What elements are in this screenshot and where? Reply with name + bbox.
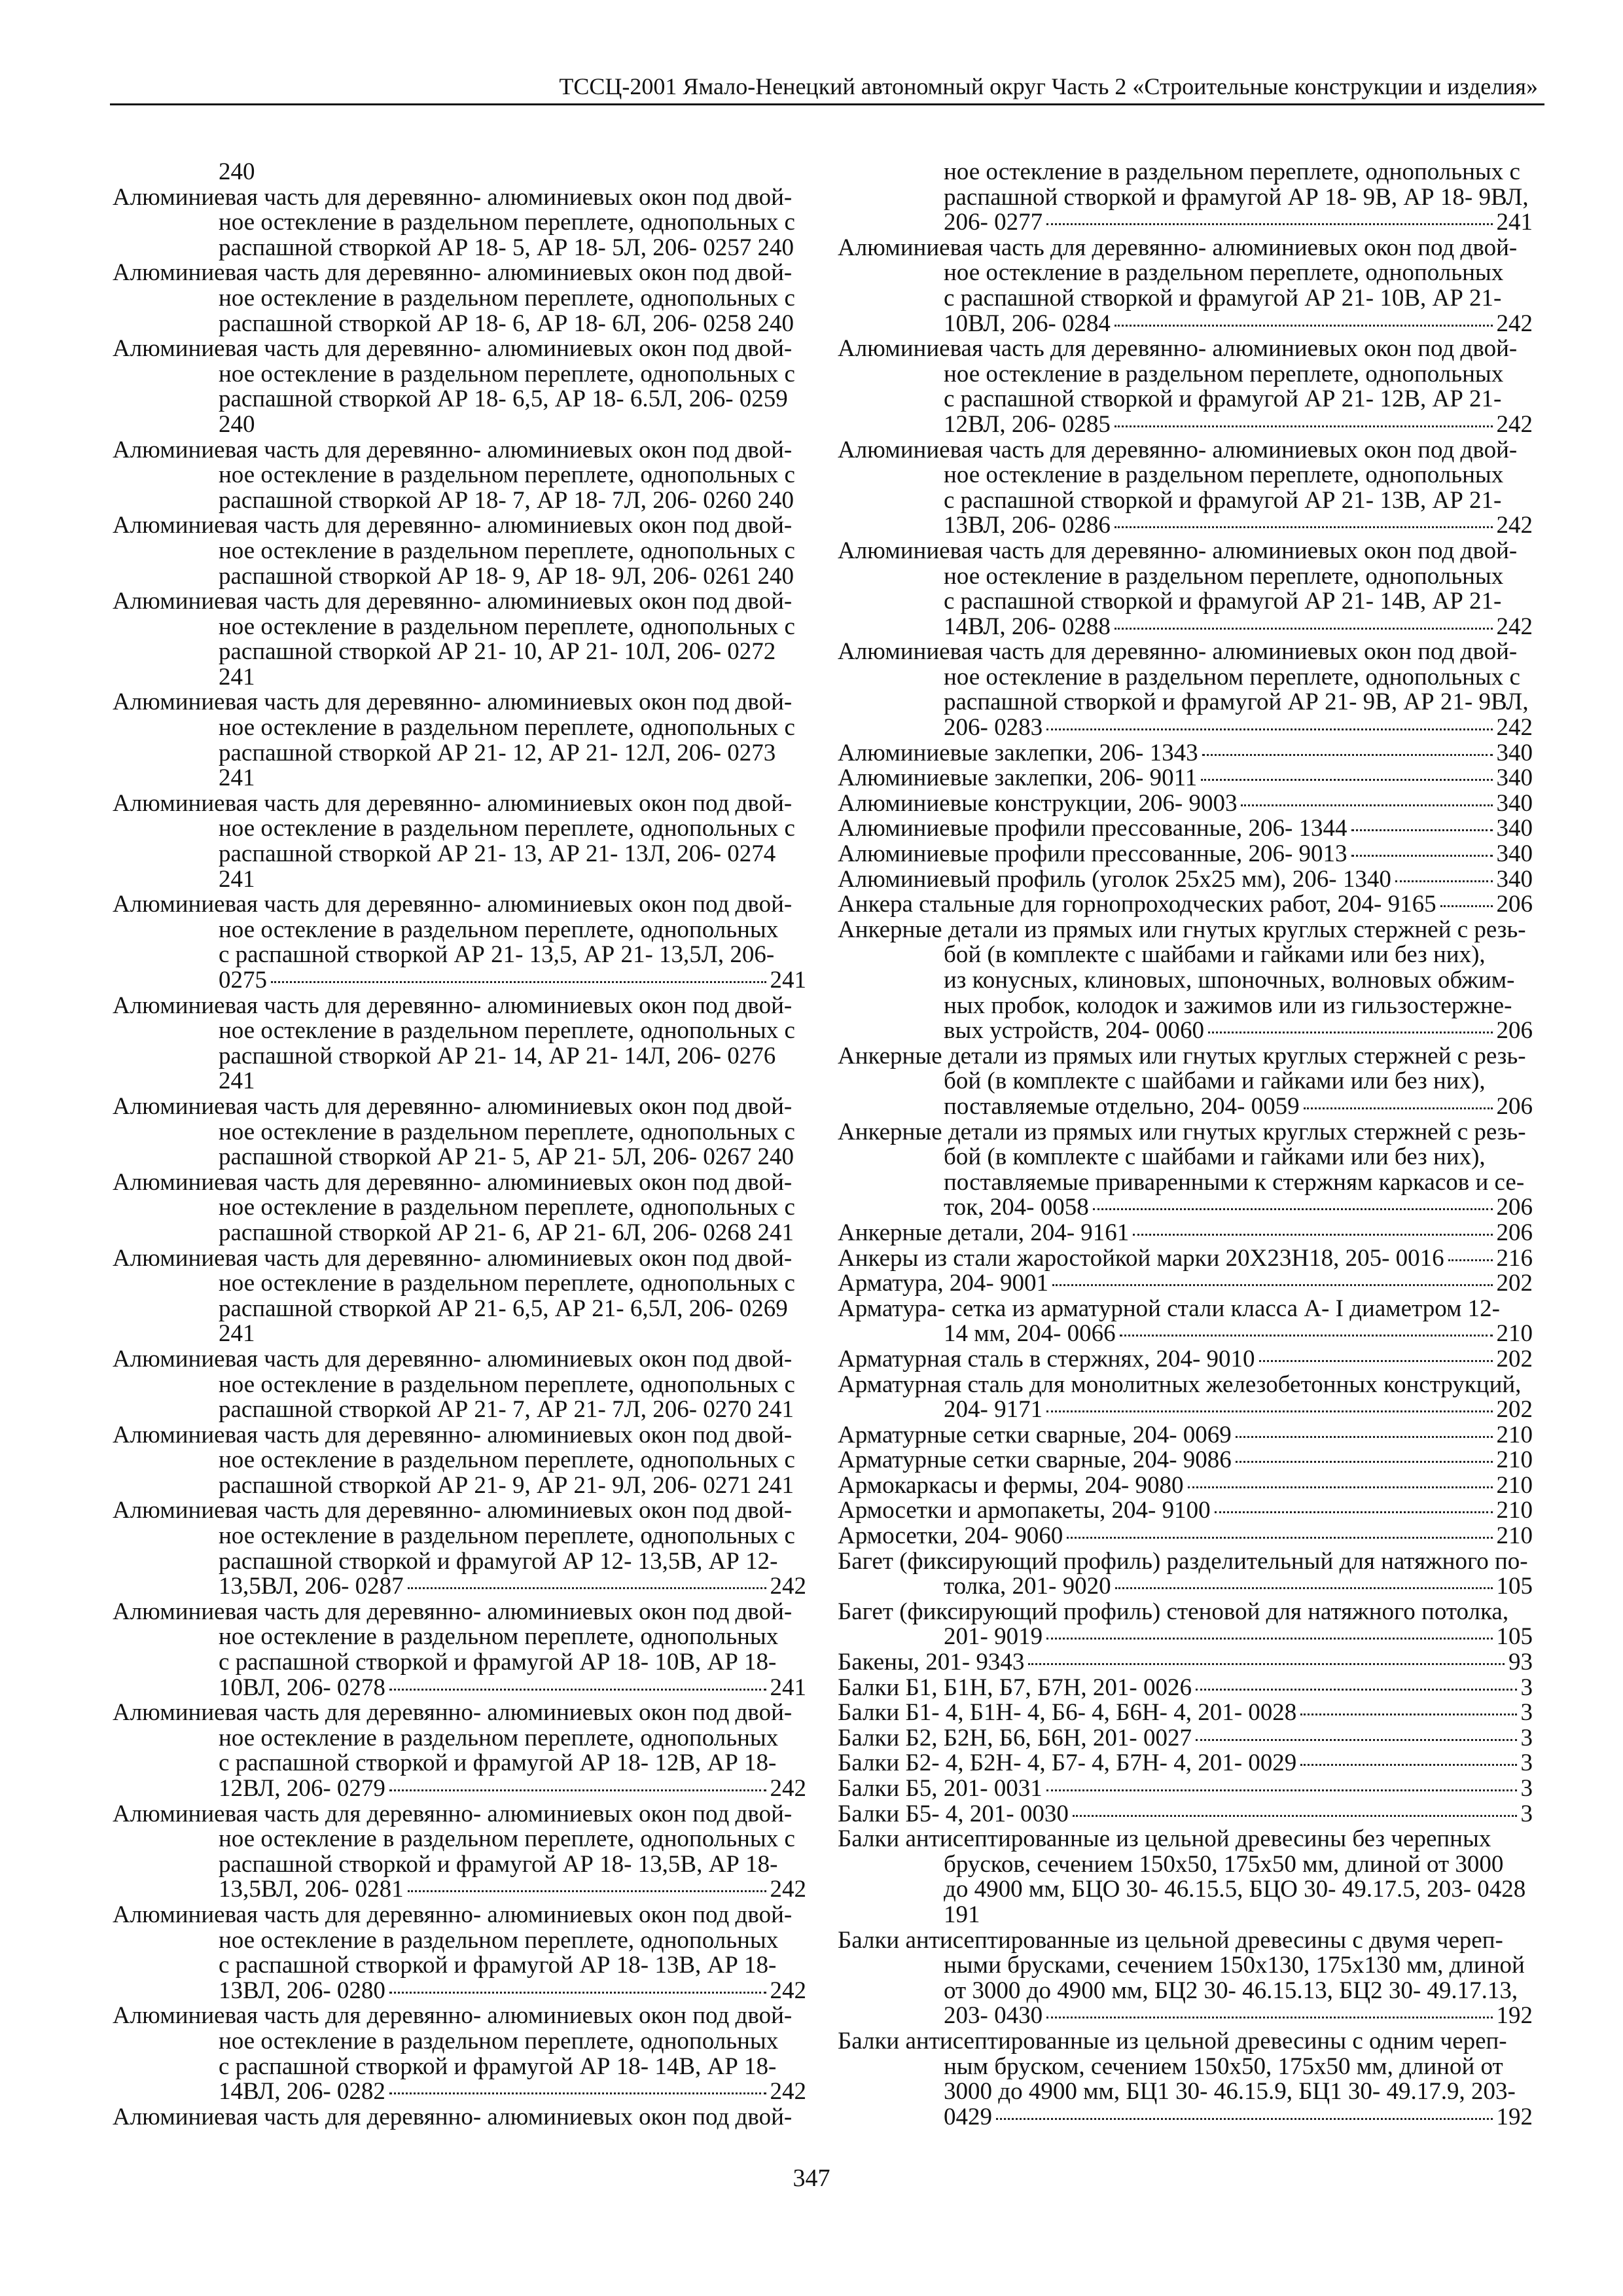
index-entry-continuation: ное остекление в раздельном переплете, однопольных с (219, 1372, 795, 1398)
entry-page-ref: 242 (1496, 614, 1533, 640)
entry-page-ref: 242 (770, 1574, 806, 1600)
entry-text: 12ВЛ, 206- 0285 (944, 412, 1111, 438)
index-entry-continuation: распашной створкой АР 18- 7, АР 18- 7Л, 206- 0260 240 (219, 488, 794, 514)
index-entry-continuation: распашной створкой и фрамугой АР 12- 13,5В, АР 12- (219, 1549, 778, 1575)
index-entry-heading: Алюминиевая часть для деревянно- алюминиевых окон под двой- (113, 336, 793, 362)
entry-page-ref: 340 (1496, 842, 1533, 867)
dot-leader (1046, 1410, 1492, 1412)
index-entry-continuation: 191 (944, 1902, 980, 1928)
index-entry-line (838, 210, 1533, 236)
entry-page-ref: 3 (1520, 1675, 1533, 1701)
index-entry-continuation: брусков, сечением 150х50, 175х50 мм, длиной от 3000 (944, 1852, 1504, 1878)
index-entry-continuation: ными брусками, сечением 150х130, 175х130 мм, длиной (944, 1953, 1525, 1979)
index-entry-line (113, 968, 806, 994)
dot-leader (1073, 1814, 1517, 1817)
entry-page-ref: 202 (1496, 1346, 1533, 1372)
index-entry-heading: Алюминиевая часть для деревянно- алюминиевых окон под двой- (113, 791, 793, 817)
dot-leader (1300, 1763, 1516, 1766)
index-entry-line (838, 1195, 1533, 1221)
entry-page-ref: 242 (1496, 513, 1533, 539)
index-entry-line (838, 1776, 1533, 1802)
dot-leader (1202, 753, 1493, 756)
index-entry-line (838, 412, 1533, 438)
index-entry-line (838, 615, 1533, 640)
index-entry-continuation: распашной створкой АР 21- 10, АР 21- 10Л, 206- 0272 (219, 639, 776, 665)
index-entry-line (838, 816, 1533, 842)
index-entry-heading: Алюминиевая часть для деревянно- алюминиевых окон под двой- (113, 589, 793, 615)
index-entry-line (838, 1423, 1533, 1448)
index-entry-continuation: ное остекление в раздельном переплете, однопольных (944, 260, 1504, 286)
entry-text: 203- 0430 (944, 2003, 1043, 2029)
index-entry-continuation: ное остекление в раздельном переплете, однопольных с (219, 1018, 795, 1044)
dot-leader (1395, 880, 1493, 882)
dot-leader (1208, 1031, 1492, 1033)
dot-leader (1188, 1486, 1493, 1488)
index-entry-continuation: ное остекление в раздельном переплете, однопольных с (219, 1524, 795, 1549)
dot-leader (1259, 1359, 1493, 1362)
dot-leader (1046, 728, 1492, 730)
index-entry-continuation: ное остекление в раздельном переплете, однопольных с (219, 816, 795, 842)
index-entry-line (838, 1726, 1533, 1751)
entry-page-ref: 206 (1496, 1195, 1533, 1221)
entry-page-ref: 242 (770, 2079, 806, 2105)
index-entry-continuation: ное остекление в раздельном переплете, однопольных с (219, 1827, 795, 1852)
index-entry-continuation: ное остекление в раздельном переплете, однопольных с (219, 715, 795, 741)
entry-page-ref: 241 (770, 1675, 806, 1701)
entry-page-ref: 3 (1520, 1751, 1533, 1776)
index-entry-heading: Алюминиевая часть для деревянно- алюминиевых окон под двой- (113, 437, 793, 463)
index-entry-line (838, 1473, 1533, 1499)
index-entry-heading: Алюминиевая часть для деревянно- алюминиевых окон под двой- (113, 185, 793, 211)
dot-leader (1448, 1259, 1493, 1261)
index-column-left (113, 160, 806, 2130)
index-entry-line (838, 1574, 1533, 1600)
entry-page-ref: 202 (1496, 1397, 1533, 1423)
dot-leader (1236, 1460, 1493, 1463)
index-entry-continuation: 241 (219, 1069, 255, 1094)
dot-leader (1440, 905, 1493, 907)
index-entry-heading: Алюминиевая часть для деревянно- алюминиевых окон под двой- (113, 2104, 793, 2130)
index-entry-heading: Багет (фиксирующий профиль) разделительный для натяжного по- (838, 1549, 1528, 1575)
index-entry-line (838, 1524, 1533, 1549)
dot-leader (1351, 829, 1493, 831)
entry-text: Арматурная сталь в стержнях, 204- 9010 (838, 1346, 1255, 1372)
index-entry-continuation: распашной створкой АР 18- 5, АР 18- 5Л, 206- 0257 240 (219, 235, 794, 261)
index-entry-heading: Алюминиевая часть для деревянно- алюминиевых окон под двой- (113, 690, 793, 716)
index-entry-line (838, 867, 1533, 893)
index-entry-continuation: из конусных, клиновых, шпоночных, волновых обжим- (944, 968, 1515, 994)
entry-text: Алюминиевые профили прессованные, 206- 1344 (838, 816, 1347, 842)
dot-leader (1196, 1738, 1517, 1741)
index-entry-continuation: поставляемые приваренными к стержням каркасов и се- (944, 1170, 1525, 1196)
index-entry-continuation: с распашной створкой и фрамугой АР 18- 10В, АР 18- (219, 1650, 777, 1676)
index-entry-line (838, 2105, 1533, 2130)
entry-text: Балки Б1- 4, Б1Н- 4, Б6- 4, Б6Н- 4, 201- 0028 (838, 1700, 1297, 1726)
index-entry-heading: Арматура- сетка из арматурной стали класса А- I диаметром 12- (838, 1296, 1500, 1322)
index-entry-line (838, 1347, 1533, 1372)
index-entry-continuation: распашной створкой АР 21- 12, АР 21- 12Л, 206- 0273 (219, 740, 776, 766)
index-entry-heading: Балки антисептированные из цельной древесины с одним череп- (838, 2028, 1507, 2054)
entry-page-ref: 242 (1496, 311, 1533, 337)
dot-leader (389, 1688, 766, 1691)
dot-leader (1046, 1789, 1517, 1791)
dot-leader (1115, 324, 1493, 327)
entry-text: Анкеры из стали жаростойкой марки 20Х23Н18, 205- 0016 (838, 1246, 1444, 1272)
index-entry-continuation: распашной створкой и фрамугой АР 18- 13,5В, АР 18- (219, 1852, 778, 1878)
dot-leader (1115, 425, 1493, 427)
entry-page-ref: 3 (1520, 1801, 1533, 1827)
index-entry-heading: Алюминиевая часть для деревянно- алюминиевых окон под двой- (113, 513, 793, 539)
entry-text: Балки Б5, 201- 0031 (838, 1776, 1043, 1802)
entry-text: Алюминиевый профиль (уголок 25х25 мм), 206- 1340 (838, 867, 1391, 893)
index-entry-continuation: 240 (219, 412, 255, 438)
entry-text: 206- 0277 (944, 210, 1043, 236)
dot-leader (996, 2117, 1493, 2120)
entry-page-ref: 210 (1496, 1524, 1533, 1549)
dot-leader (271, 980, 766, 983)
entry-page-ref: 340 (1496, 791, 1533, 817)
entry-page-ref: 340 (1496, 867, 1533, 893)
entry-text: Анкерные детали, 204- 9161 (838, 1220, 1130, 1246)
entry-page-ref: 216 (1496, 1246, 1533, 1272)
index-entry-continuation: 3000 до 4900 мм, БЦ1 30- 46.15.9, БЦ1 30- 49.17.9, 203- (944, 2079, 1516, 2105)
dot-leader (1093, 1208, 1493, 1210)
entry-page-ref: 241 (1496, 210, 1533, 236)
index-entry-heading: Алюминиевая часть для деревянно- алюминиевых окон под двой- (113, 260, 793, 286)
entry-text: вых устройств, 204- 0060 (944, 1018, 1205, 1044)
index-entry-continuation: с распашной створкой и фрамугой АР 18- 13В, АР 18- (219, 1953, 777, 1979)
entry-page-ref: 105 (1496, 1574, 1533, 1600)
dot-leader (1115, 627, 1493, 630)
index-entry-continuation: 241 (219, 766, 255, 791)
entry-text: Армосетки и армопакеты, 204- 9100 (838, 1498, 1211, 1524)
index-entry-heading: Алюминиевая часть для деревянно- алюминиевых окон под двой- (113, 1346, 793, 1372)
dot-leader (1133, 1233, 1492, 1236)
index-entry-continuation: распашной створкой и фрамугой АР 18- 9В, АР 18- 9ВЛ, (944, 185, 1529, 211)
dot-leader (1067, 1536, 1492, 1539)
entry-page-ref: 206 (1496, 1018, 1533, 1044)
index-entry-continuation: ное остекление в раздельном переплете, однопольных с (219, 463, 795, 488)
index-entry-heading: Алюминиевая часть для деревянно- алюминиевых окон под двой- (113, 1094, 793, 1120)
index-entry-heading: Алюминиевая часть для деревянно- алюминиевых окон под двой- (113, 993, 793, 1019)
index-entry-continuation: ное остекление в раздельном переплете, однопольных (219, 1928, 779, 1954)
index-entry-continuation: ным бруском, сечением 150х50, 175х50 мм, длиной от (944, 2054, 1503, 2080)
index-entry-continuation: ное остекление в раздельном переплете, однопольных с (219, 538, 795, 564)
index-entry-line (113, 1979, 806, 2004)
index-entry-line (113, 2079, 806, 2105)
index-entry-continuation: ное остекление в раздельном переплете, однопольных с (219, 614, 795, 640)
index-entry-continuation: ное остекление в раздельном переплете, однопольных с (219, 1271, 795, 1297)
index-column-right (838, 160, 1533, 2130)
entry-text: толка, 201- 9020 (944, 1574, 1111, 1600)
index-entry-continuation: бой (в комплекте с шайбами и гайками или без них), (944, 1145, 1486, 1170)
index-entry-line (838, 1448, 1533, 1473)
index-entry-continuation: ное остекление в раздельном переплете, однопольных с (219, 210, 795, 236)
index-entry-continuation: бой (в комплекте с шайбами и гайками или без них), (944, 942, 1486, 968)
entry-text: 10ВЛ, 206- 0284 (944, 311, 1111, 337)
entry-page-ref: 340 (1496, 740, 1533, 766)
entry-text: 14 мм, 204- 0066 (944, 1321, 1116, 1347)
entry-page-ref: 340 (1496, 816, 1533, 842)
index-entry-line (838, 1624, 1533, 1650)
index-entry-continuation: от 3000 до 4900 мм, БЦ2 30- 46.15.13, БЦ2 30- 49.17.13, (944, 1978, 1518, 2004)
entry-page-ref: 242 (770, 1978, 806, 2004)
index-entry-line (838, 791, 1533, 817)
entry-page-ref: 210 (1496, 1321, 1533, 1347)
index-entry-heading: Алюминиевая часть для деревянно- алюминиевых окон под двой- (838, 336, 1518, 362)
entry-text: 14ВЛ, 206- 0282 (219, 2079, 385, 2105)
dot-leader (1304, 1107, 1493, 1109)
entry-page-ref: 3 (1520, 1776, 1533, 1802)
index-entry-line (838, 1802, 1533, 1827)
index-entry-continuation: ное остекление в раздельном переплете, однопольных (219, 2028, 779, 2054)
index-entry-line (838, 1397, 1533, 1423)
dot-leader (1215, 1511, 1493, 1513)
index-entry-line (838, 1246, 1533, 1272)
index-entry-continuation: ное остекление в раздельном переплете, однопольных с (219, 1195, 795, 1221)
index-entry-continuation: ное остекление в раздельном переплете, однопольных (219, 1624, 779, 1651)
index-entry-heading: Алюминиевая часть для деревянно- алюминиевых окон под двой- (113, 1246, 793, 1272)
index-entry-line (838, 766, 1533, 791)
index-entry-line (838, 1498, 1533, 1524)
entry-text: Арматурные сетки сварные, 204- 9086 (838, 1448, 1232, 1473)
dot-leader (1115, 526, 1493, 528)
entry-text: Бакены, 201- 9343 (838, 1650, 1025, 1676)
entry-text: Анкера стальные для горнопроходческих работ, 204- 9165 (838, 892, 1436, 918)
index-entry-continuation: ное остекление в раздельном переплете, однопольных с (944, 160, 1520, 185)
entry-text: Алюминиевые конструкции, 206- 9003 (838, 791, 1238, 817)
running-header: ТССЦ-2001 Ямало-Ненецкий автономный округ Часть 2 «Строительные конструкции и изделия» (559, 73, 1538, 99)
entry-text: Балки Б2- 4, Б2Н- 4, Б7- 4, Б7Н- 4, 201- 0029 (838, 1751, 1297, 1776)
entry-text: 10ВЛ, 206- 0278 (219, 1675, 385, 1701)
index-entry-heading: Алюминиевая часть для деревянно- алюминиевых окон под двой- (113, 1170, 793, 1196)
index-entry-heading: Алюминиевая часть для деревянно- алюминиевых окон под двой- (113, 1902, 793, 1928)
index-entry-heading: Алюминиевая часть для деревянно- алюминиевых окон под двой- (838, 235, 1518, 261)
index-entry-line (838, 892, 1533, 918)
index-entry-heading: Анкерные детали из прямых или гнутых круглых стержней с резь- (838, 1043, 1526, 1069)
entry-text: Алюминиевые профили прессованные, 206- 9013 (838, 842, 1347, 867)
entry-page-ref: 340 (1496, 766, 1533, 791)
entry-text: Балки Б1, Б1Н, Б7, Б7Н, 201- 0026 (838, 1675, 1192, 1701)
index-entry-continuation: распашной створкой АР 18- 6, АР 18- 6Л, 206- 0258 240 (219, 311, 794, 337)
dot-leader (389, 1991, 766, 1994)
index-entry-heading: Алюминиевая часть для деревянно- алюминиевых окон под двой- (113, 1422, 793, 1448)
dot-leader (1046, 1637, 1492, 1640)
entry-text: Балки Б5- 4, 201- 0030 (838, 1801, 1069, 1827)
index-entry-heading: Багет (фиксирующий профиль) стеновой для натяжного потолка, (838, 1599, 1509, 1625)
index-entry-heading: Алюминиевая часть для деревянно- алюминиевых окон под двой- (838, 538, 1518, 564)
entry-page-ref: 105 (1496, 1624, 1533, 1651)
dot-leader (389, 1789, 766, 1791)
entry-page-ref: 242 (1496, 412, 1533, 438)
index-entry-continuation: распашной створкой АР 18- 6,5, АР 18- 6.5Л, 206- 0259 (219, 387, 788, 412)
index-entry-continuation: ное остекление в раздельном переплете, однопольных с (219, 1119, 795, 1145)
entry-page-ref: 210 (1496, 1473, 1533, 1499)
entry-text: Алюминиевые заклепки, 206- 1343 (838, 740, 1198, 766)
index-entry-continuation: с распашной створкой и фрамугой АР 21- 12В, АР 21- (944, 387, 1502, 412)
index-entry-continuation: с распашной створкой и фрамугой АР 18- 14В, АР 18- (219, 2054, 777, 2080)
index-entry-continuation: распашной створкой АР 21- 5, АР 21- 5Л, 206- 0267 240 (219, 1145, 794, 1170)
entry-page-ref: 210 (1496, 1422, 1533, 1448)
entry-text: 0429 (944, 2104, 992, 2130)
index-entry-continuation: распашной створкой АР 21- 6,5, АР 21- 6,5Л, 206- 0269 (219, 1296, 788, 1322)
index-entry-heading: Алюминиевая часть для деревянно- алюминиевых окон под двой- (113, 1599, 793, 1625)
index-entry-heading: Алюминиевая часть для деревянно- алюминиевых окон под двой- (113, 1801, 793, 1827)
index-entry-continuation: 241 (219, 664, 255, 691)
index-entry-continuation: ное остекление в раздельном переплете, однопольных с (219, 285, 795, 312)
index-entry-continuation: ное остекление в раздельном переплете, однопольных (944, 463, 1504, 488)
dot-leader (1120, 1334, 1493, 1336)
index-entry-line (838, 1271, 1533, 1297)
entry-page-ref: 202 (1496, 1271, 1533, 1297)
index-entry-continuation: ное остекление в раздельном переплете, однопольных (944, 361, 1504, 387)
index-entry-heading: Анкерные детали из прямых или гнутых круглых стержней с резь- (838, 917, 1526, 943)
index-entry-continuation: распашной створкой АР 21- 13, АР 21- 13Л, 206- 0274 (219, 842, 776, 867)
entry-text: Армосетки, 204- 9060 (838, 1524, 1063, 1549)
entry-text: 13,5ВЛ, 206- 0281 (219, 1877, 404, 1903)
index-entry-heading: Алюминиевая часть для деревянно- алюминиевых окон под двой- (113, 1700, 793, 1726)
dot-leader (1300, 1713, 1516, 1715)
index-entry-line (838, 1751, 1533, 1776)
index-entry-heading: Балки антисептированные из цельной древесины с двумя череп- (838, 1928, 1503, 1954)
header-rule (110, 103, 1544, 105)
entry-page-ref: 242 (770, 1877, 806, 1903)
entry-page-ref: 206 (1496, 892, 1533, 918)
index-entry-line (838, 715, 1533, 741)
page-number: 347 (793, 2164, 830, 2192)
index-entry-continuation: с распашной створкой и фрамугой АР 21- 14В, АР 21- (944, 589, 1502, 615)
index-entry-line (113, 1574, 806, 1600)
index-entry-line (113, 1676, 806, 1701)
entry-page-ref: 192 (1496, 2104, 1533, 2130)
dot-leader (1115, 1587, 1493, 1589)
dot-leader (408, 1587, 766, 1589)
index-entry-line (838, 513, 1533, 539)
entry-page-ref: 192 (1496, 2003, 1533, 2029)
index-entry-line (838, 741, 1533, 766)
entry-text: 13ВЛ, 206- 0286 (944, 513, 1111, 539)
entry-text: Арматура, 204- 9001 (838, 1271, 1048, 1297)
entry-page-ref: 206 (1496, 1094, 1533, 1120)
index-entry-continuation: с распашной створкой и фрамугой АР 21- 10В, АР 21- (944, 285, 1502, 312)
index-entry-continuation: ное остекление в раздельном переплете, однопольных с (219, 361, 795, 387)
index-entry-continuation: распашной створкой АР 21- 6, АР 21- 6Л, 206- 0268 241 (219, 1220, 794, 1246)
index-entry-continuation: ное остекление в раздельном переплете, однопольных (219, 917, 779, 943)
entry-page-ref: 206 (1496, 1220, 1533, 1246)
index-entry-heading: Алюминиевая часть для деревянно- алюминиевых окон под двой- (113, 1498, 793, 1524)
entry-page-ref: 93 (1508, 1650, 1533, 1676)
index-entry-heading: Алюминиевая часть для деревянно- алюминиевых окон под двой- (838, 437, 1518, 463)
index-entry-continuation: до 4900 мм, БЦО 30- 46.15.5, БЦО 30- 49.17.5, 203- 0428 (944, 1877, 1526, 1903)
index-entry-continuation: ных пробок, колодок и зажимов или из гильзостержне- (944, 993, 1512, 1019)
index-entry-continuation: 241 (219, 867, 255, 893)
index-entry-line (838, 842, 1533, 867)
entry-text: 12ВЛ, 206- 0279 (219, 1776, 385, 1802)
dot-leader (1201, 778, 1492, 781)
dot-leader (1052, 1283, 1493, 1286)
index-entry-heading: Арматурная сталь для монолитных железобетонных конструкций, (838, 1372, 1522, 1398)
entry-text: 14ВЛ, 206- 0288 (944, 614, 1111, 640)
index-entry-heading: Балки антисептированные из цельной древесины без черепных (838, 1827, 1491, 1852)
entry-text: 204- 9171 (944, 1397, 1043, 1423)
index-entry-continuation: ное остекление в раздельном переплете, однопольных с (944, 664, 1520, 691)
entry-page-ref: 242 (1496, 715, 1533, 741)
entry-page-ref: 3 (1520, 1725, 1533, 1751)
index-entry-continuation: ное остекление в раздельном переплете, однопольных с (219, 1448, 795, 1473)
entry-text: поставляемые отдельно, 204- 0059 (944, 1094, 1300, 1120)
entry-page-ref: 210 (1496, 1448, 1533, 1473)
index-entry-continuation: распашной створкой АР 18- 9, АР 18- 9Л, 206- 0261 240 (219, 564, 794, 590)
index-entry-continuation: 240 (219, 160, 255, 185)
index-entry-line (838, 1094, 1533, 1120)
index-entry-continuation: ное остекление в раздельном переплете, однопольных (219, 1725, 779, 1751)
index-entry-continuation: с распашной створкой и фрамугой АР 18- 12В, АР 18- (219, 1751, 777, 1776)
entry-text: Арматурные сетки сварные, 204- 0069 (838, 1422, 1232, 1448)
entry-text: 201- 9019 (944, 1624, 1043, 1651)
index-entry-continuation: распашной створкой АР 21- 14, АР 21- 14Л, 206- 0276 (219, 1043, 776, 1069)
index-entry-line (838, 1650, 1533, 1676)
entry-text: 0275 (219, 968, 267, 994)
entry-text: 13ВЛ, 206- 0280 (219, 1978, 385, 2004)
index-entry-line (838, 2003, 1533, 2029)
dot-leader (1196, 1688, 1517, 1691)
entry-text: 13,5ВЛ, 206- 0287 (219, 1574, 404, 1600)
dot-leader (1241, 804, 1492, 806)
index-entry-continuation: с распашной створкой и фрамугой АР 21- 13В, АР 21- (944, 488, 1502, 514)
dot-leader (1028, 1662, 1505, 1665)
index-entry-continuation: ное остекление в раздельном переплете, однопольных (944, 564, 1504, 590)
entry-text: Алюминиевые заклепки, 206- 9011 (838, 766, 1198, 791)
index-entry-line (838, 312, 1533, 337)
dot-leader (1351, 854, 1493, 857)
index-entry-line (838, 1676, 1533, 1701)
index-entry-line (838, 1018, 1533, 1044)
index-entry-continuation: бой (в комплекте с шайбами и гайками или без них), (944, 1069, 1486, 1094)
entry-page-ref: 3 (1520, 1700, 1533, 1726)
index-entry-line (838, 1700, 1533, 1726)
index-entry-continuation: распашной створкой и фрамугой АР 21- 9В, АР 21- 9ВЛ, (944, 690, 1529, 716)
index-entry-heading: Алюминиевая часть для деревянно- алюминиевых окон под двой- (113, 2003, 793, 2029)
index-entry-continuation: распашной створкой АР 21- 7, АР 21- 7Л, 206- 0270 241 (219, 1397, 794, 1423)
index-entry-continuation: 241 (219, 1321, 255, 1347)
dot-leader (389, 2092, 766, 2094)
index-entry-line (113, 1776, 806, 1802)
entry-text: Балки Б2, Б2Н, Б6, Б6Н, 201- 0027 (838, 1725, 1192, 1751)
index-entry-continuation: с распашной створкой АР 21- 13,5, АР 21- 13,5Л, 206- (219, 942, 775, 968)
index-entry-continuation: распашной створкой АР 21- 9, АР 21- 9Л, 206- 0271 241 (219, 1473, 794, 1499)
index-entry-heading: Алюминиевая часть для деревянно- алюминиевых окон под двой- (838, 639, 1518, 665)
entry-text: 206- 0283 (944, 715, 1043, 741)
entry-page-ref: 241 (770, 968, 806, 994)
entry-page-ref: 242 (770, 1776, 806, 1802)
entry-text: Армокаркасы и фермы, 204- 9080 (838, 1473, 1184, 1499)
dot-leader (1046, 223, 1492, 225)
dot-leader (1236, 1435, 1493, 1438)
entry-text: ток, 204- 0058 (944, 1195, 1089, 1221)
index-entry-heading: Алюминиевая часть для деревянно- алюминиевых окон под двой- (113, 892, 793, 918)
entry-page-ref: 210 (1496, 1498, 1533, 1524)
index-entry-line (838, 1321, 1533, 1347)
dot-leader (1046, 2016, 1492, 2018)
dot-leader (408, 1890, 766, 1892)
index-entry-heading: Анкерные детали из прямых или гнутых круглых стержней с резь- (838, 1119, 1526, 1145)
index-entry-line (838, 1221, 1533, 1246)
index-entry-line (113, 1877, 806, 1903)
